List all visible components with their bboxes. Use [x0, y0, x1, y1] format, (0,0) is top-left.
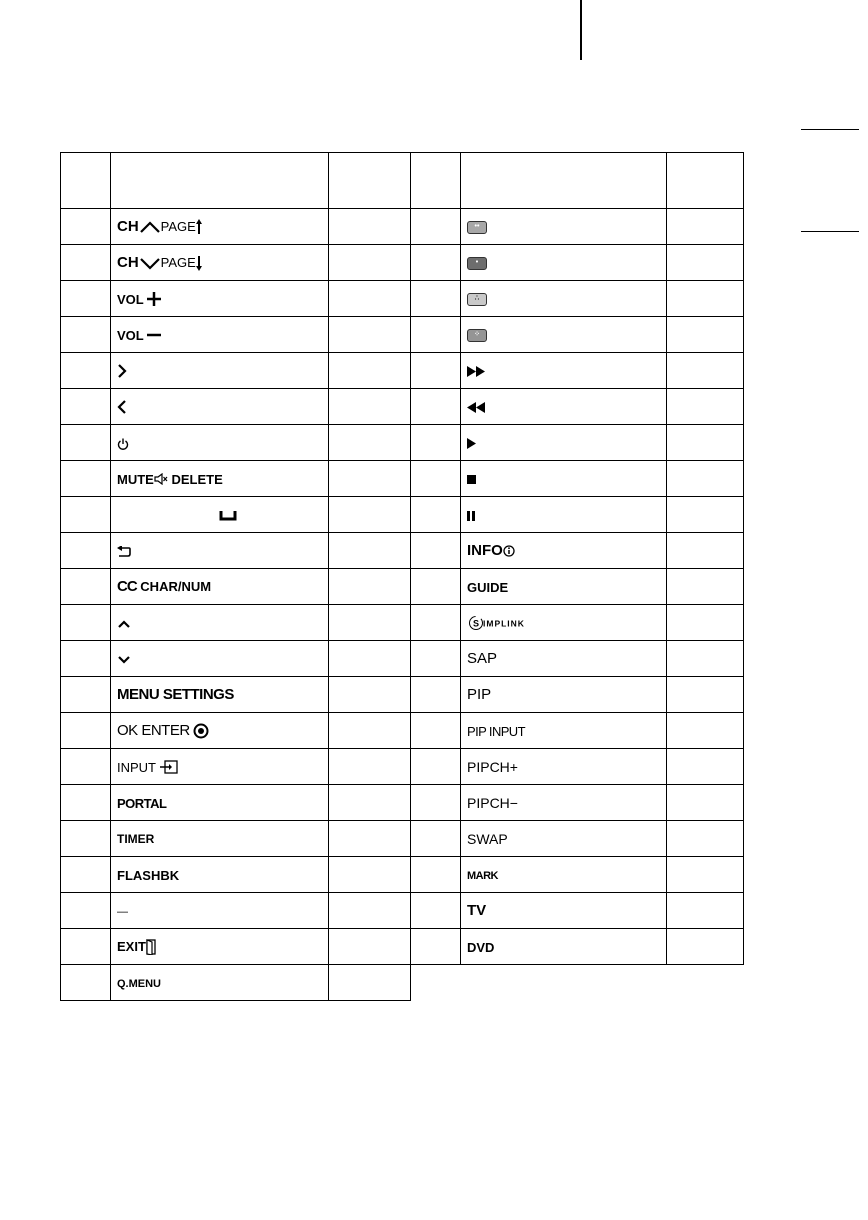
key-label: INPUT — [117, 759, 156, 775]
key-label: TV — [467, 902, 487, 920]
code-cell — [61, 461, 111, 497]
key-mark — [461, 857, 667, 893]
code-cell — [329, 893, 411, 929]
key-label-suffix: DELETE — [171, 471, 223, 487]
key-ok-enter — [111, 713, 329, 749]
key-label: GUIDE — [467, 579, 509, 595]
key-ch-down-page-down — [111, 245, 329, 281]
key-label-suffix: PAGE — [160, 219, 196, 235]
simplink-logo-icon — [467, 615, 531, 631]
key-red-button — [461, 209, 667, 245]
code-cell — [61, 929, 111, 965]
code-cell — [411, 533, 461, 569]
code-cell — [329, 209, 411, 245]
code-cell — [61, 677, 111, 713]
key-mute-delete — [111, 461, 329, 497]
key-right-arrow — [111, 353, 329, 389]
key-dash — [111, 893, 329, 929]
minus-icon — [147, 328, 161, 342]
key-label: MUTE — [117, 471, 154, 487]
key-label-suffix: CHAR/NUM — [140, 579, 212, 595]
key-dvd — [461, 929, 667, 965]
key-fast-forward — [461, 353, 667, 389]
fast-forward-icon — [467, 366, 485, 377]
crop-mark — [580, 0, 582, 60]
green-button-icon: • — [467, 257, 487, 270]
code-cell — [667, 317, 744, 353]
key-label: SWAP — [467, 830, 508, 847]
code-cell — [61, 821, 111, 857]
page-up-icon — [196, 219, 202, 235]
table-row — [61, 677, 744, 713]
key-menu-settings — [111, 677, 329, 713]
table-row — [61, 353, 744, 389]
key-label: VOL — [117, 291, 144, 307]
code-cell — [667, 353, 744, 389]
code-cell — [667, 533, 744, 569]
key-label: PIPCH+ — [467, 758, 518, 775]
info-icon — [503, 545, 515, 557]
key-label: PIP — [467, 686, 492, 704]
chevron-up-icon — [117, 619, 131, 629]
code-cell — [329, 569, 411, 605]
table-row — [61, 893, 744, 929]
key-swap — [461, 821, 667, 857]
pause-icon — [467, 511, 475, 521]
header-cell — [461, 153, 667, 209]
code-cell — [61, 569, 111, 605]
table-row — [61, 713, 744, 749]
key-down-arrow — [111, 641, 329, 677]
key-left-arrow — [111, 389, 329, 425]
header-cell — [61, 153, 111, 209]
table-row — [61, 209, 744, 245]
code-cell — [667, 425, 744, 461]
empty-cell — [461, 965, 667, 1001]
code-cell — [329, 929, 411, 965]
code-cell — [667, 389, 744, 425]
table-row — [61, 245, 744, 281]
code-cell — [411, 209, 461, 245]
header-cell — [329, 153, 411, 209]
code-cell — [411, 893, 461, 929]
code-cell — [667, 677, 744, 713]
key-label: MARK — [467, 869, 498, 882]
code-cell — [61, 389, 111, 425]
key-pipch-minus — [461, 785, 667, 821]
key-info — [461, 533, 667, 569]
code-cell — [61, 533, 111, 569]
code-cell — [61, 893, 111, 929]
key-cc-char-num — [111, 569, 329, 605]
code-cell — [329, 245, 411, 281]
code-cell — [411, 929, 461, 965]
key-label: PIPCH− — [467, 794, 518, 811]
svg-text:S: S — [473, 618, 480, 629]
key-label: VOL — [117, 327, 144, 343]
key-label: OK ENTER — [117, 722, 190, 740]
ok-circle-icon — [193, 723, 209, 739]
table-row — [61, 857, 744, 893]
code-cell — [329, 389, 411, 425]
code-cell — [411, 497, 461, 533]
key-pip — [461, 677, 667, 713]
code-cell — [411, 461, 461, 497]
yellow-button-icon: ∴ — [467, 293, 487, 306]
code-cell — [411, 677, 461, 713]
code-cell — [411, 245, 461, 281]
rewind-icon — [467, 402, 485, 413]
key-timer — [111, 821, 329, 857]
code-cell — [61, 641, 111, 677]
code-cell — [61, 209, 111, 245]
empty-cell — [411, 965, 461, 1001]
code-cell — [411, 317, 461, 353]
key-exit — [111, 929, 329, 965]
table-row — [61, 389, 744, 425]
table-row — [61, 461, 744, 497]
key-pip-input — [461, 713, 667, 749]
key-portal — [111, 785, 329, 821]
code-cell — [329, 497, 411, 533]
key-label: CH — [117, 254, 139, 272]
code-cell — [61, 425, 111, 461]
code-cell — [667, 461, 744, 497]
key-guide — [461, 569, 667, 605]
code-cell — [61, 245, 111, 281]
code-cell — [411, 857, 461, 893]
code-cell — [329, 785, 411, 821]
code-cell — [667, 857, 744, 893]
key-play — [461, 425, 667, 461]
key-label: Q.MENU — [117, 977, 161, 990]
key-green-button — [461, 245, 667, 281]
key-label-suffix: PAGE — [160, 255, 196, 271]
code-cell — [61, 605, 111, 641]
power-icon — [117, 438, 129, 450]
svg-text:IMPLINK: IMPLINK — [483, 618, 525, 629]
code-cell — [329, 749, 411, 785]
table-row — [61, 425, 744, 461]
key-flashbk — [111, 857, 329, 893]
key-label: PIP INPUT — [467, 723, 525, 739]
code-cell — [667, 497, 744, 533]
key-up-arrow — [111, 605, 329, 641]
table-row — [61, 317, 744, 353]
chevron-right-icon — [117, 363, 127, 379]
code-cell — [411, 425, 461, 461]
side-rule-top — [801, 129, 859, 130]
key-label: DVD — [467, 939, 495, 955]
code-cell — [411, 821, 461, 857]
code-cell — [329, 353, 411, 389]
code-cell — [329, 641, 411, 677]
key-pipch-plus — [461, 749, 667, 785]
code-cell — [61, 497, 111, 533]
plus-icon — [147, 292, 161, 306]
code-cell — [667, 281, 744, 317]
key-label: MENU SETTINGS — [117, 686, 234, 704]
code-cell — [329, 605, 411, 641]
key-vol-down — [111, 317, 329, 353]
table-row — [61, 785, 744, 821]
code-cell — [329, 425, 411, 461]
code-cell — [61, 281, 111, 317]
code-cell — [61, 857, 111, 893]
code-cell — [667, 209, 744, 245]
key-vol-up — [111, 281, 329, 317]
key-label: — — [117, 905, 128, 918]
code-cell — [329, 713, 411, 749]
code-cell — [667, 245, 744, 281]
code-cell — [329, 281, 411, 317]
code-cell — [61, 785, 111, 821]
page-down-icon — [196, 255, 202, 271]
chevron-down-icon — [139, 256, 161, 270]
code-cell — [667, 785, 744, 821]
table-row — [61, 641, 744, 677]
door-icon — [146, 939, 156, 955]
key-space — [111, 497, 329, 533]
code-cell — [411, 281, 461, 317]
code-cell — [667, 893, 744, 929]
key-label: CC — [117, 578, 137, 596]
key-simplink — [461, 605, 667, 641]
code-cell — [667, 641, 744, 677]
key-rewind — [461, 389, 667, 425]
key-stop — [461, 461, 667, 497]
code-cell — [61, 713, 111, 749]
code-cell — [667, 821, 744, 857]
table-row — [61, 749, 744, 785]
table-row — [61, 929, 744, 965]
code-cell — [329, 677, 411, 713]
code-cell — [667, 713, 744, 749]
header-cell — [411, 153, 461, 209]
mute-icon — [154, 473, 168, 485]
input-icon — [160, 760, 178, 774]
red-button-icon: •• — [467, 221, 487, 234]
header-cell — [111, 153, 329, 209]
key-q-menu — [111, 965, 329, 1001]
chevron-down-icon — [117, 655, 131, 665]
code-cell — [667, 569, 744, 605]
code-cell — [329, 857, 411, 893]
key-label: INFO — [467, 542, 503, 560]
key-label: SAP — [467, 650, 498, 668]
code-cell — [61, 965, 111, 1001]
code-cell — [329, 461, 411, 497]
table-row — [61, 569, 744, 605]
key-ch-up-page-up — [111, 209, 329, 245]
key-sap — [461, 641, 667, 677]
table-row — [61, 605, 744, 641]
code-cell — [411, 749, 461, 785]
remote-code-table — [60, 152, 744, 1001]
chevron-left-icon — [117, 399, 127, 415]
side-rule-bottom — [801, 231, 859, 232]
key-power — [111, 425, 329, 461]
table-header-row — [61, 153, 744, 209]
code-cell — [411, 569, 461, 605]
table-row — [61, 821, 744, 857]
blue-button-icon: ⁘ — [467, 329, 487, 342]
code-cell — [61, 317, 111, 353]
code-cell — [667, 929, 744, 965]
code-cell — [411, 641, 461, 677]
play-icon — [467, 438, 476, 449]
key-back — [111, 533, 329, 569]
stop-icon — [467, 475, 476, 484]
code-cell — [411, 353, 461, 389]
code-cell — [411, 605, 461, 641]
key-input — [111, 749, 329, 785]
code-cell — [411, 785, 461, 821]
table-row — [61, 281, 744, 317]
header-cell — [667, 153, 744, 209]
code-cell — [411, 713, 461, 749]
back-arrow-icon — [117, 546, 131, 558]
table-row — [61, 965, 744, 1001]
empty-cell — [667, 965, 744, 1001]
code-cell — [329, 821, 411, 857]
key-pause — [461, 497, 667, 533]
code-cell — [329, 965, 411, 1001]
code-cell — [61, 353, 111, 389]
code-cell — [61, 749, 111, 785]
code-cell — [329, 533, 411, 569]
code-cell — [667, 749, 744, 785]
table-row — [61, 533, 744, 569]
key-label: FLASHBK — [117, 867, 180, 883]
code-cell — [411, 389, 461, 425]
key-label: CH — [117, 218, 139, 236]
code-cell — [329, 317, 411, 353]
space-bar-icon — [219, 510, 237, 521]
key-label: EXIT — [117, 939, 146, 955]
table-row — [61, 497, 744, 533]
key-label: PORTAL — [117, 795, 167, 811]
key-tv — [461, 893, 667, 929]
key-yellow-button — [461, 281, 667, 317]
key-blue-button — [461, 317, 667, 353]
key-label: TIMER — [117, 832, 155, 847]
code-cell — [667, 605, 744, 641]
chevron-up-icon — [139, 220, 161, 234]
